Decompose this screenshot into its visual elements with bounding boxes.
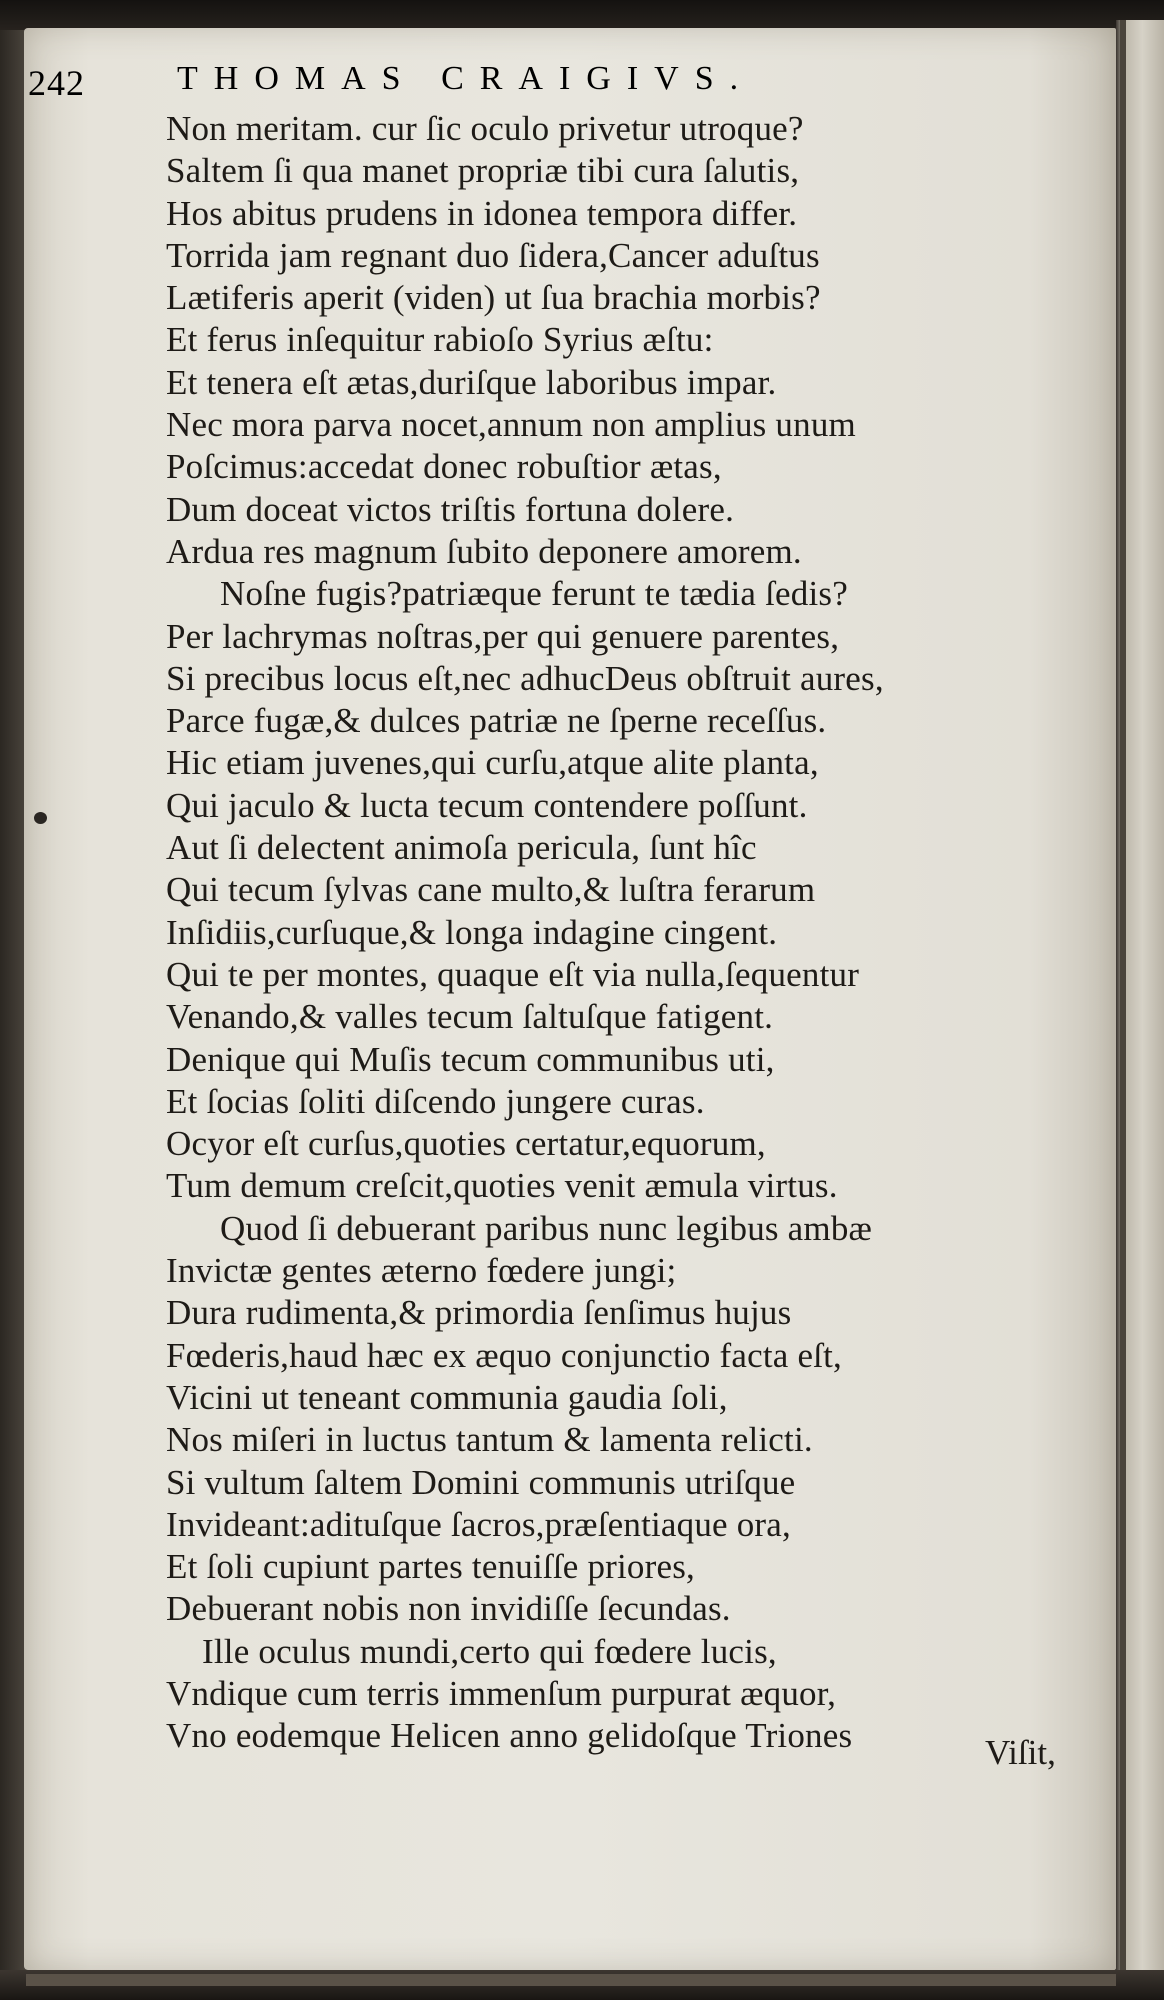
- verse-line: Invideant:adituſque ſacros,præſentiaque ora,: [166, 1504, 791, 1544]
- verse-line: Ille oculus mundi,certo qui fœdere lucis,: [202, 1631, 777, 1671]
- verse-line: Dura rudimenta,& primordia ſenſimus hujus: [166, 1293, 792, 1333]
- verse-line: Non meritam. cur ſic oculo privetur utroque?: [166, 109, 804, 148]
- ink-blot: [34, 812, 47, 824]
- verse-line: Nos miſeri in luctus tantum & lamenta relicti.: [166, 1420, 813, 1460]
- book-left-edge: [0, 30, 26, 1970]
- verse-line: Saltem ſi qua manet propriæ tibi cura ſalutis,: [166, 151, 800, 191]
- verse-line: Nec mora parva nocet,annum non amplius unum: [166, 405, 856, 445]
- verse-line: Et ſocias ſoliti diſcendo jungere curas.: [166, 1081, 705, 1121]
- verse-line: Qui te per montes, quaque eſt via nulla,ſequentur: [166, 954, 860, 994]
- verse-line: Vndique cum terris immenſum purpurat æquor,: [166, 1673, 837, 1713]
- verse-line: Qui jaculo & lucta tecum contendere poſſunt.: [166, 785, 808, 825]
- book-bottom-edge: [0, 1970, 1164, 2000]
- page-bottom-strip: [26, 1974, 1116, 1986]
- verse-line: Quod ſi debuerant paribus nunc legibus ambæ: [220, 1208, 873, 1248]
- catchword: Viſit,: [985, 1733, 1056, 1772]
- verse-line: Parce fugæ,& dulces patriæ ne ſperne receſſus.: [166, 701, 827, 741]
- verse-line: Fœderis,haud hæc ex æquo conjunctio facta eſt,: [166, 1335, 842, 1375]
- verse-line: Ocyor eſt curſus,quoties certatur,equorum,: [166, 1124, 766, 1164]
- verse-line: Lætiferis aperit (viden) ut ſua brachia morbis?: [166, 278, 821, 318]
- verse-line: Torrida jam regnant duo ſidera,Cancer aduſtus: [166, 235, 820, 275]
- verse-line: Et ferus inſequitur rabioſo Syrius æſtu:: [166, 320, 714, 360]
- verse-line: Dum doceat victos triſtis fortuna dolere.: [166, 489, 735, 529]
- verse-line: Vno eodemque Helicen anno gelidoſque Triones: [166, 1716, 853, 1756]
- verse-line: Invictæ gentes æterno fœdere jungi;: [166, 1251, 677, 1291]
- verse-line: Vicini ut teneant communia gaudia ſoli,: [166, 1377, 728, 1417]
- verse-line: Hic etiam juvenes,qui curſu,atque alite planta,: [166, 743, 819, 783]
- verse-line: Inſidiis,curſuque,& longa indagine cingent.: [166, 912, 778, 952]
- verse-line: Denique qui Muſis tecum communibus uti,: [166, 1039, 775, 1079]
- verse-line: Per lachrymas noſtras,per qui genuere parentes,: [166, 616, 840, 656]
- verse-line: Aut ſi delectent animoſa pericula, ſunt hîc: [166, 828, 757, 868]
- verse-line: Ardua res magnum ſubito deponere amorem.: [166, 531, 802, 571]
- adjacent-page-edge: [1116, 20, 1164, 1975]
- verse-line: Et ſoli cupiunt partes tenuiſſe priores,: [166, 1547, 695, 1587]
- verse-line: Poſcimus:accedat donec robuſtior ætas,: [166, 447, 722, 487]
- verse-line: Et tenera eſt ætas,duriſque laboribus impar.: [166, 362, 777, 402]
- verse-line: Qui tecum ſylvas cane multo,& luſtra ferarum: [166, 870, 816, 910]
- verse-line: Si vultum ſaltem Domini communis utriſque: [166, 1462, 796, 1502]
- verse-line: Venando,& valles tecum ſaltuſque fatigent.: [166, 997, 774, 1037]
- verse-text-block: [166, 108, 1106, 1758]
- verse-line: Si precibus locus eſt,nec adhucDeus obſtruit aures,: [166, 658, 884, 698]
- verse-line: Noſne fugis?patriæque ferunt te tædia ſedis?: [220, 574, 848, 614]
- verse-line: Debuerant nobis non invidiſſe ſecundas.: [166, 1589, 731, 1629]
- running-head: THOMAS CRAIGIVS.: [177, 60, 755, 97]
- verse-line: Hos abitus prudens in idonea tempora differ.: [166, 193, 798, 233]
- page-number: 242: [28, 63, 85, 103]
- verse-line: Tum demum creſcit,quoties venit æmula virtus.: [166, 1166, 838, 1206]
- binding-spine: [1120, 20, 1126, 1975]
